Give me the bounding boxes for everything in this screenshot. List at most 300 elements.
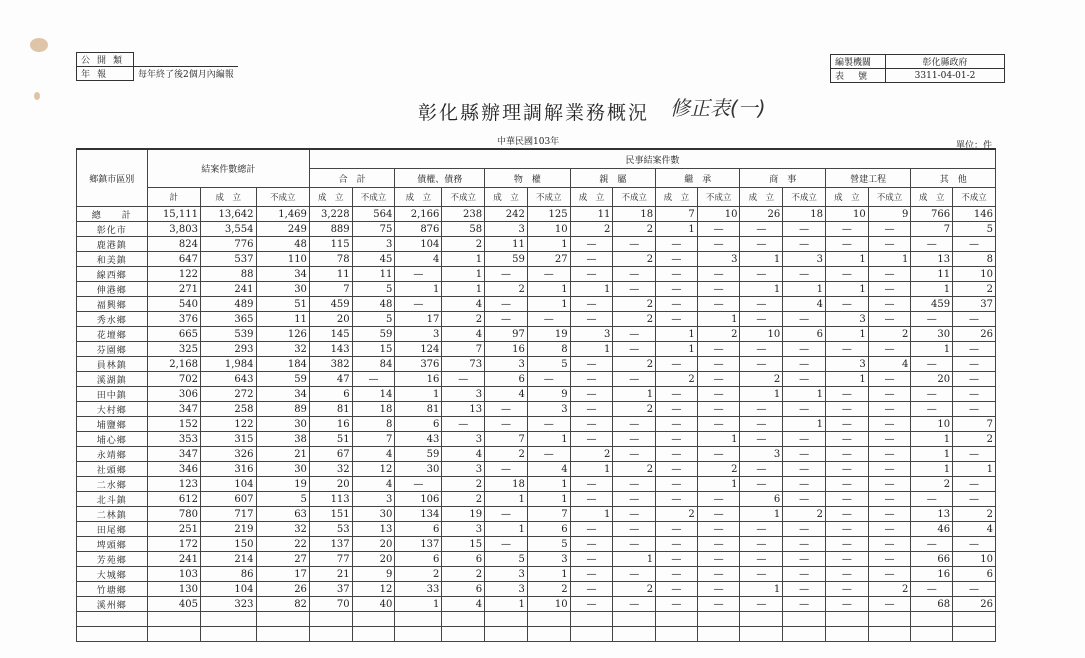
table-cell: —: [697, 552, 740, 567]
table-cell: 2: [570, 447, 613, 462]
table-cell: —: [825, 522, 868, 537]
table-cell: 86: [200, 567, 256, 582]
table-cell: 5: [527, 537, 570, 552]
table-cell: 1: [656, 327, 698, 342]
table-cell: 104: [200, 582, 256, 597]
success-header: 成 立: [911, 188, 953, 207]
table-cell: —: [613, 537, 656, 552]
table-cell: 30: [352, 507, 395, 522]
table-cell: —: [953, 387, 996, 402]
table-cell: 22: [256, 537, 309, 552]
table-cell: —: [485, 417, 528, 432]
table-cell: 11: [256, 312, 309, 327]
table-cell: —: [740, 267, 783, 282]
table-cell: —: [656, 552, 698, 567]
table-cell: 6: [485, 372, 528, 387]
table-cell: —: [953, 447, 996, 462]
table-cell: 776: [200, 237, 256, 252]
table-cell: 11: [309, 267, 352, 282]
table-cell: 126: [256, 327, 309, 342]
fail-header: 不成立: [783, 188, 826, 207]
publication-class-label: 公開類: [77, 53, 134, 67]
table-cell: 3: [740, 447, 783, 462]
table-cell: —: [395, 297, 442, 312]
table-cell: 2: [442, 477, 485, 492]
table-cell: 4: [783, 297, 826, 312]
table-cell: 88: [200, 267, 256, 282]
table-cell: 1: [740, 507, 783, 522]
table-cell: 241: [147, 552, 200, 567]
table-cell: 540: [147, 297, 200, 312]
table-cell: 347: [147, 402, 200, 417]
table-cell: 2,166: [395, 207, 442, 222]
table-cell: 51: [256, 297, 309, 312]
district-name: 二林鎮: [77, 507, 148, 522]
table-cell: 122: [147, 267, 200, 282]
table-row: [77, 537, 996, 552]
table-row: [77, 297, 996, 312]
table-cell: —: [697, 357, 740, 372]
success-header: 成 立: [825, 188, 868, 207]
table-cell: 5: [352, 282, 395, 297]
table-cell: 134: [395, 507, 442, 522]
table-cell: —: [783, 267, 826, 282]
table-cell: 1: [485, 597, 528, 612]
table-cell: —: [697, 237, 740, 252]
table-cell: —: [825, 297, 868, 312]
blank-cell: [868, 627, 911, 642]
table-row: [77, 582, 996, 597]
success-header: 成 立: [740, 188, 783, 207]
table-cell: —: [570, 597, 613, 612]
table-cell: 346: [147, 462, 200, 477]
district-name: 永靖鄉: [77, 447, 148, 462]
table-cell: 3: [485, 222, 528, 237]
table-cell: —: [953, 342, 996, 357]
table-cell: 4: [527, 462, 570, 477]
table-cell: 30: [256, 462, 309, 477]
table-cell: 11: [352, 267, 395, 282]
table-cell: 306: [147, 387, 200, 402]
table-cell: 43: [395, 432, 442, 447]
table-cell: —: [570, 432, 613, 447]
table-cell: —: [868, 387, 911, 402]
table-row: [77, 597, 996, 612]
agency-value: 彰化縣政府: [886, 55, 1005, 69]
blank-cell: [697, 627, 740, 642]
table-cell: 780: [147, 507, 200, 522]
table-cell: 13: [911, 252, 953, 267]
district-name: 秀水鄉: [77, 312, 148, 327]
table-cell: 89: [256, 402, 309, 417]
table-cell: —: [740, 597, 783, 612]
table-cell: —: [825, 432, 868, 447]
table-cell: —: [656, 477, 698, 492]
table-cell: 7: [953, 417, 996, 432]
table-cell: 1: [485, 522, 528, 537]
scan-mark: [30, 38, 48, 52]
success-header: 成 立: [570, 188, 613, 207]
table-cell: 7: [527, 507, 570, 522]
table-cell: 10: [740, 327, 783, 342]
table-cell: 34: [256, 267, 309, 282]
table-cell: —: [613, 267, 656, 282]
table-cell: 30: [395, 462, 442, 477]
blank-cell: [697, 612, 740, 627]
table-cell: —: [570, 267, 613, 282]
table-cell: —: [570, 372, 613, 387]
table-cell: 1: [656, 222, 698, 237]
table-cell: —: [527, 447, 570, 462]
table-cell: 8: [527, 342, 570, 357]
table-cell: 18: [485, 477, 528, 492]
table-row: [77, 507, 996, 522]
district-name: 伸港鄉: [77, 282, 148, 297]
table-cell: —: [825, 237, 868, 252]
district-name: 福興鄉: [77, 297, 148, 312]
table-cell: —: [868, 372, 911, 387]
table-cell: 2: [613, 312, 656, 327]
table-cell: 4: [352, 447, 395, 462]
table-cell: 82: [256, 597, 309, 612]
fail-header: 不成立: [697, 188, 740, 207]
success-header: 成 立: [309, 188, 352, 207]
table-cell: 1: [868, 252, 911, 267]
table-cell: —: [740, 297, 783, 312]
table-cell: 18: [783, 207, 826, 222]
table-cell: 1: [697, 312, 740, 327]
success-header: 成 立: [656, 188, 698, 207]
table-cell: —: [911, 537, 953, 552]
table-cell: —: [570, 567, 613, 582]
blank-cell: [740, 627, 783, 642]
table-cell: 10: [697, 207, 740, 222]
civil-subgroup-header: 其 他: [911, 169, 996, 188]
table-cell: 2: [911, 477, 953, 492]
table-cell: —: [825, 552, 868, 567]
table-cell: —: [570, 552, 613, 567]
blank-cell: [200, 612, 256, 627]
table-row: [77, 447, 996, 462]
fail-header: 不成立: [527, 188, 570, 207]
table-cell: —: [656, 357, 698, 372]
table-cell: —: [868, 447, 911, 462]
table-cell: —: [656, 462, 698, 477]
table-row: [77, 327, 996, 342]
blank-cell: [309, 612, 352, 627]
table-cell: 1: [570, 507, 613, 522]
table-cell: 272: [200, 387, 256, 402]
blank-cell: [147, 627, 200, 642]
document-title: 彰化縣辦理調解業務概況: [418, 102, 650, 124]
table-cell: 33: [395, 582, 442, 597]
table-cell: 152: [147, 417, 200, 432]
table-cell: 3: [352, 237, 395, 252]
table-cell: 48: [256, 237, 309, 252]
report-frequency-label: 年報: [77, 67, 134, 81]
issuing-agency-box: [830, 54, 1005, 83]
civil-subgroup-header: 債權、債務: [395, 169, 485, 188]
blank-cell: [613, 612, 656, 627]
table-cell: 323: [200, 597, 256, 612]
table-cell: 184: [256, 357, 309, 372]
table-cell: 66: [911, 552, 953, 567]
table-cell: 16: [485, 342, 528, 357]
blank-cell: [911, 627, 953, 642]
table-cell: 1: [740, 252, 783, 267]
district-name: 花壇鄉: [77, 327, 148, 342]
table-cell: 34: [256, 387, 309, 402]
table-cell: 16: [395, 372, 442, 387]
table-cell: 13: [442, 402, 485, 417]
total-cases-header: 結案件數總計: [147, 149, 309, 188]
table-row: [77, 207, 996, 222]
table-cell: 1: [697, 432, 740, 447]
table-cell: 3: [527, 402, 570, 417]
table-cell: —: [442, 417, 485, 432]
table-cell: —: [485, 462, 528, 477]
table-cell: —: [911, 387, 953, 402]
table-cell: 1: [783, 282, 826, 297]
table-cell: —: [783, 402, 826, 417]
table-cell: 37: [953, 297, 996, 312]
blank-cell: [485, 627, 528, 642]
table-cell: 3: [442, 462, 485, 477]
district-name: 大村鄉: [77, 402, 148, 417]
table-cell: —: [868, 462, 911, 477]
table-cell: 1: [527, 282, 570, 297]
table-cell: —: [570, 492, 613, 507]
table-cell: —: [485, 297, 528, 312]
table-cell: 1: [825, 282, 868, 297]
table-cell: 11: [911, 267, 953, 282]
table-cell: —: [868, 237, 911, 252]
success-header: 成 立: [200, 188, 256, 207]
table-cell: 27: [527, 252, 570, 267]
agency-label: 編製機關: [831, 55, 886, 69]
table-cell: —: [697, 267, 740, 282]
table-row: [77, 252, 996, 267]
fail-header: 不成立: [613, 188, 656, 207]
table-cell: —: [570, 582, 613, 597]
table-cell: 137: [309, 537, 352, 552]
table-cell: 2: [527, 582, 570, 597]
table-cell: —: [656, 387, 698, 402]
table-cell: 2: [442, 312, 485, 327]
table-cell: —: [911, 237, 953, 252]
table-cell: 7: [485, 432, 528, 447]
civil-subgroup-header: 親 屬: [570, 169, 655, 188]
table-cell: —: [740, 552, 783, 567]
table-cell: —: [352, 372, 395, 387]
table-cell: —: [613, 282, 656, 297]
table-cell: —: [868, 537, 911, 552]
table-cell: —: [740, 522, 783, 537]
mediation-statistics-table: [76, 148, 996, 642]
table-cell: —: [656, 417, 698, 432]
table-cell: 2: [395, 567, 442, 582]
table-cell: 2: [656, 507, 698, 522]
table-cell: —: [613, 327, 656, 342]
table-cell: 2: [783, 507, 826, 522]
table-cell: 13,642: [200, 207, 256, 222]
table-cell: 26: [740, 207, 783, 222]
table-cell: 58: [442, 222, 485, 237]
district-name: 埔鹽鄉: [77, 417, 148, 432]
table-cell: 5: [256, 492, 309, 507]
district-name: 大城鄉: [77, 567, 148, 582]
table-cell: 10: [527, 597, 570, 612]
table-cell: —: [740, 477, 783, 492]
table-cell: 382: [309, 357, 352, 372]
table-cell: 48: [352, 297, 395, 312]
table-cell: 7: [352, 432, 395, 447]
table-cell: 1: [825, 327, 868, 342]
handwritten-revision-note: 修正表(一): [670, 96, 766, 120]
form-number-label: 表號: [831, 69, 886, 83]
table-cell: —: [868, 477, 911, 492]
table-cell: 9: [352, 567, 395, 582]
table-cell: —: [740, 342, 783, 357]
table-cell: 26: [953, 597, 996, 612]
table-cell: 271: [147, 282, 200, 297]
table-cell: —: [868, 507, 911, 522]
table-cell: 8: [953, 252, 996, 267]
table-cell: 1,469: [256, 207, 309, 222]
table-cell: —: [697, 522, 740, 537]
table-row: [77, 237, 996, 252]
table-cell: —: [825, 342, 868, 357]
table-cell: 1: [783, 387, 826, 402]
table-cell: 214: [200, 552, 256, 567]
table-cell: —: [697, 282, 740, 297]
table-cell: 251: [147, 522, 200, 537]
table-cell: 10: [911, 417, 953, 432]
table-cell: —: [783, 477, 826, 492]
table-cell: 1: [442, 252, 485, 267]
blank-cell: [783, 612, 826, 627]
table-cell: —: [613, 342, 656, 357]
table-cell: —: [868, 432, 911, 447]
table-cell: 37: [309, 582, 352, 597]
table-cell: 143: [309, 342, 352, 357]
fail-header: 不成立: [442, 188, 485, 207]
table-cell: 73: [442, 357, 485, 372]
table-cell: 2,168: [147, 357, 200, 372]
table-cell: 2: [697, 327, 740, 342]
table-cell: 1: [911, 462, 953, 477]
table-cell: 6: [527, 522, 570, 537]
table-cell: 1: [570, 462, 613, 477]
table-cell: 3,803: [147, 222, 200, 237]
table-row: [77, 567, 996, 582]
table-cell: —: [656, 447, 698, 462]
table-cell: 3: [352, 492, 395, 507]
table-cell: —: [868, 567, 911, 582]
table-cell: —: [868, 282, 911, 297]
table-cell: —: [911, 582, 953, 597]
table-cell: 2: [613, 582, 656, 597]
table-cell: 241: [200, 282, 256, 297]
table-cell: —: [485, 312, 528, 327]
table-cell: 13: [352, 522, 395, 537]
table-cell: 10: [825, 207, 868, 222]
table-cell: 315: [200, 432, 256, 447]
table-cell: 150: [200, 537, 256, 552]
table-cell: 489: [200, 297, 256, 312]
table-cell: 84: [352, 357, 395, 372]
blank-cell: [77, 627, 148, 642]
blank-cell: [256, 612, 309, 627]
table-cell: 113: [309, 492, 352, 507]
table-cell: —: [697, 402, 740, 417]
district-header: 鄉鎮市區別: [77, 149, 148, 207]
table-cell: 7: [656, 207, 698, 222]
table-cell: 564: [352, 207, 395, 222]
table-cell: 6: [395, 522, 442, 537]
table-cell: 12: [352, 462, 395, 477]
table-cell: —: [656, 312, 698, 327]
table-cell: 59: [485, 252, 528, 267]
report-year: 中華民國103年: [497, 137, 560, 147]
blank-cell: [352, 627, 395, 642]
table-cell: —: [783, 222, 826, 237]
table-cell: —: [911, 357, 953, 372]
blank-cell: [570, 627, 613, 642]
table-cell: 1: [740, 582, 783, 597]
fail-header: 不成立: [352, 188, 395, 207]
table-cell: —: [697, 507, 740, 522]
table-cell: —: [825, 402, 868, 417]
table-cell: —: [825, 267, 868, 282]
publication-type-box: [76, 52, 238, 81]
table-cell: —: [825, 417, 868, 432]
table-cell: —: [740, 237, 783, 252]
district-name: 鹿港鎮: [77, 237, 148, 252]
table-cell: 4: [395, 252, 442, 267]
table-row: [77, 417, 996, 432]
table-cell: —: [783, 372, 826, 387]
table-cell: —: [656, 537, 698, 552]
table-cell: 15: [352, 342, 395, 357]
fail-header: 不成立: [256, 188, 309, 207]
table-cell: 19: [527, 327, 570, 342]
table-cell: —: [911, 312, 953, 327]
table-cell: 59: [395, 447, 442, 462]
table-cell: 4: [352, 477, 395, 492]
table-cell: 46: [911, 522, 953, 537]
table-cell: —: [395, 477, 442, 492]
table-cell: —: [783, 462, 826, 477]
table-cell: 1: [911, 447, 953, 462]
table-cell: —: [868, 402, 911, 417]
table-cell: 17: [256, 567, 309, 582]
table-cell: —: [953, 492, 996, 507]
table-cell: 612: [147, 492, 200, 507]
table-cell: 2: [442, 567, 485, 582]
table-cell: —: [868, 222, 911, 237]
table-cell: —: [783, 582, 826, 597]
table-cell: 7: [911, 222, 953, 237]
table-cell: —: [783, 357, 826, 372]
table-cell: —: [825, 462, 868, 477]
table-cell: 16: [309, 417, 352, 432]
district-name: 溪湖鎮: [77, 372, 148, 387]
table-cell: 1: [613, 387, 656, 402]
table-cell: —: [783, 312, 826, 327]
table-cell: 6: [442, 582, 485, 597]
table-cell: 1: [740, 282, 783, 297]
